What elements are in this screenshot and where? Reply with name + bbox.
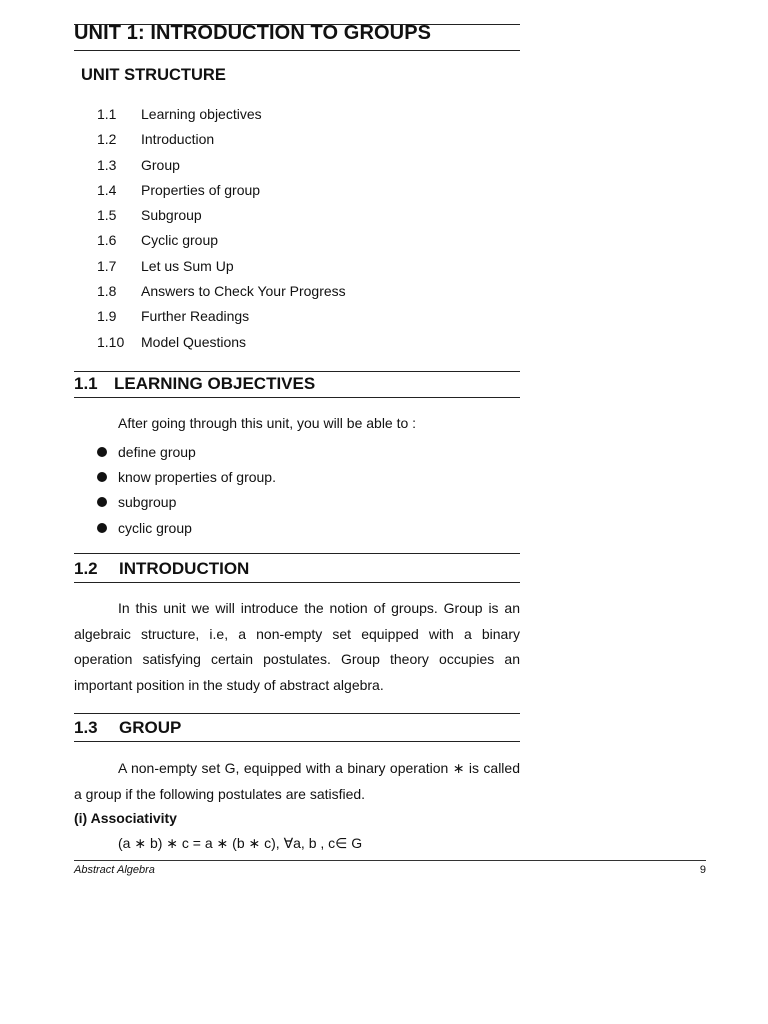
section-1-1-top-rule: [74, 371, 520, 372]
toc-item-label: Properties of group: [141, 181, 261, 198]
toc-item-label: Let us Sum Up: [141, 257, 234, 274]
section-1-3-bottom-rule: [74, 741, 520, 742]
toc-item: [97, 308, 346, 333]
toc-item-number: 1.9: [97, 308, 117, 325]
toc-item-label: Further Readings: [141, 308, 250, 325]
toc-item-label: Group: [141, 156, 180, 173]
toc-item-label: Model Questions: [141, 333, 247, 350]
objective-item: [97, 464, 276, 489]
toc-item: [97, 207, 346, 232]
objectives-intro: After going through this unit, you will be able to :: [118, 415, 417, 431]
objective-text: cyclic group: [118, 519, 192, 536]
toc-item-number: 1.7: [97, 257, 117, 274]
section-number: 1.2: [74, 559, 98, 578]
footer-book-title: Abstract Algebra: [74, 864, 155, 876]
objectives-list: [97, 439, 276, 540]
footer-rule: [74, 860, 706, 861]
unit-title: UNIT 1: INTRODUCTION TO GROUPS: [74, 22, 432, 44]
toc-item: [97, 334, 346, 359]
toc-item-number: 1.10: [97, 333, 125, 350]
introduction-paragraph: [74, 596, 520, 698]
unit-structure-list: [97, 106, 346, 359]
objective-text: subgroup: [118, 494, 177, 511]
bullet-icon: [97, 447, 107, 457]
toc-item: [97, 258, 346, 283]
toc-item: [97, 182, 346, 207]
toc-item: [97, 157, 346, 182]
objective-item: [97, 439, 276, 464]
toc-item: [97, 232, 346, 257]
associativity-formula: (a ∗ b) ∗ c = a ∗ (b ∗ c), ∀a, b , c∈ G: [118, 835, 363, 851]
section-number: 1.1: [74, 374, 98, 393]
toc-item-number: 1.4: [97, 181, 117, 198]
bullet-icon: [97, 497, 107, 507]
toc-item-number: 1.2: [97, 131, 117, 148]
objective-text: know properties of group.: [118, 468, 276, 485]
toc-item-number: 1.3: [97, 156, 117, 173]
footer-page-number: 9: [699, 864, 706, 876]
toc-item-number: 1.1: [97, 106, 117, 122]
bullet-icon: [97, 523, 107, 533]
group-definition-paragraph: [74, 756, 520, 807]
associativity-heading: (i) Associativity: [74, 810, 177, 826]
toc-item-label: Cyclic group: [141, 232, 219, 249]
toc-item-label: Subgroup: [141, 207, 202, 224]
section-1-1-bottom-rule: [74, 397, 520, 398]
toc-item-label: Answers to Check Your Progress: [141, 283, 346, 300]
section-1-2-top-rule: [74, 553, 520, 554]
objective-item: [97, 490, 276, 515]
section-number: 1.3: [74, 718, 98, 737]
toc-item-number: 1.6: [97, 232, 117, 249]
section-heading-group: [74, 718, 520, 738]
objective-text: define group: [118, 443, 196, 460]
toc-item: [97, 106, 346, 131]
section-heading-introduction: [74, 559, 520, 579]
section-1-3-top-rule: [74, 713, 520, 714]
group-definition-text: A non-empty set G, equipped with a binary operation ∗ is called a group if the following postulates are satisfied.: [74, 760, 520, 802]
introduction-text: In this unit we will introduce the notion of groups. Group is an algebraic structure, i.e, a non-empty set equipped with a binary operation satisfying certain postulates. Group theory occupies an important position in the study of abstract algebra.: [74, 600, 520, 693]
section-1-2-bottom-rule: [74, 582, 520, 583]
toc-item: [97, 283, 346, 308]
section-title: GROUP: [119, 718, 182, 737]
title-bottom-rule: [74, 50, 520, 51]
toc-item-number: 1.8: [97, 283, 117, 300]
section-title: LEARNING OBJECTIVES: [114, 374, 316, 393]
toc-item-number: 1.5: [97, 207, 117, 224]
section-heading-learning-objectives: [74, 374, 520, 394]
bullet-icon: [97, 472, 107, 482]
section-title: INTRODUCTION: [119, 559, 250, 578]
toc-item: [97, 131, 346, 156]
unit-structure-heading: UNIT STRUCTURE: [81, 66, 226, 84]
toc-item-label: Introduction: [141, 131, 215, 148]
objective-item: [97, 515, 276, 540]
toc-item-label: Learning objectives: [141, 106, 262, 122]
